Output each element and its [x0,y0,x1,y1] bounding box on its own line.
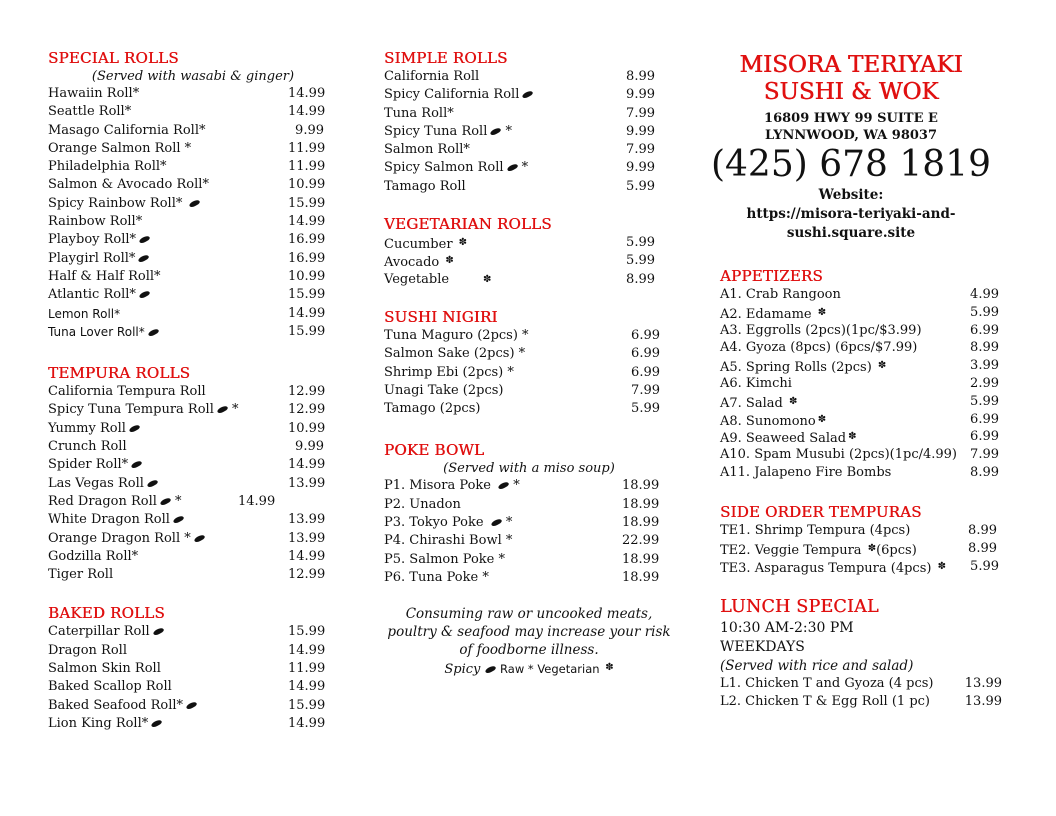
menu-item: A11. Jalapeno Fire Bombs 8.99 [720,464,999,480]
menu-item: Spicy Tuna Tempura Roll * 12.99 [48,402,326,418]
chili-pepper-icon [152,627,164,637]
lunch-special-title: LUNCH SPECIAL [720,596,879,617]
chili-pepper-icon [172,515,184,525]
menu-item: Tiger Roll 12.99 [48,567,326,583]
restaurant-name-line2: SUSHI & WOK [763,79,939,105]
menu-item: Baked Scallop Roll 14.99 [48,679,326,695]
menu-item: Red Dragon Roll * 14.99 [48,493,276,509]
menu-item: Caterpillar Roll 15.99 [48,624,326,640]
menu-item: TE2. Veggie Tempura ✽(6pcs) 8.99 [720,541,997,559]
menu-item: Tuna Lover Roll* 15.99 [48,323,326,339]
menu-item: A6. Kimchi 2.99 [720,375,999,391]
website-url-line1: https://misora-teriyaki-and- [746,206,956,222]
menu-item: Salmon Roll* 7.99 [384,142,655,158]
menu-item: Spicy Rainbow Roll* 15.99 [48,195,326,211]
phone-number: (425) 678 1819 [710,144,992,185]
flower-icon: ✽ [867,543,877,555]
flower-icon: ✽ [848,431,857,443]
tempura-rolls-title: TEMPURA ROLLS [48,364,191,383]
menu-item: Crunch Roll 9.99 [48,439,324,455]
flower-icon: ✽ [877,360,887,372]
menu-item: Dragon Roll 14.99 [48,642,326,658]
menu-item: California Roll 8.99 [384,69,655,84]
menu-item: White Dragon Roll 13.99 [48,512,326,528]
side-order-tempuras-title: SIDE ORDER TEMPURAS [720,502,922,521]
chili-pepper-icon [159,497,171,507]
raw-food-disclaimer: Consuming raw or uncooked meats, poultry & seafood may increase your risk of foodborne illness. Spicy Raw * Vegetarian ✽ [384,605,674,679]
chili-pepper-icon [186,700,198,710]
chili-pepper-icon [193,533,205,543]
middle-column [384,48,674,679]
special-rolls-subtitle: (Served with wasabi & ginger) [91,69,295,84]
flower-icon: ✽ [483,273,492,285]
sushi-nigiri-title: SUSHI NIGIRI [384,307,498,326]
poke-bowl-title: POKE BOWL [384,441,485,460]
menu-item: P5. Salmon Poke * 18.99 [384,551,660,567]
menu-item: P1. Misora Poke * 18.99 [384,478,660,494]
chili-pepper-icon [216,405,228,415]
menu-item: A5. Spring Rolls (2pcs) ✽ 3.99 [720,358,999,376]
lunch-hours: 10:30 AM-2:30 PM [720,619,854,636]
menu-item: A3. Eggrolls (2pcs)(1pc/$3.99) 6.99 [720,322,999,338]
menu-item: Spicy California Roll 9.99 [384,87,655,103]
menu-item: Seattle Roll* 14.99 [48,104,326,120]
menu-item: Salmon Skin Roll 11.99 [48,661,326,677]
address-line2: LYNNWOOD, WA 98037 [764,128,938,143]
menu-item: P6. Tuna Poke * 18.99 [384,569,660,585]
vegetarian-rolls-title: VEGETARIAN ROLLS [384,215,552,234]
menu-item: Avocado ✽ 5.99 [384,253,655,271]
flower-icon: ✽ [445,255,454,267]
flower-icon: ✽ [788,395,798,407]
poke-bowl-subtitle: (Served with a miso soup) [443,461,615,477]
menu-item: P3. Tokyo Poke * 18.99 [384,515,660,531]
menu-item: Baked Seafood Roll* 15.99 [48,697,326,713]
lunch-days: WEEKDAYS [720,638,805,655]
simple-rolls-title: SIMPLE ROLLS [384,49,508,67]
chili-pepper-icon [151,719,163,729]
menu-item: Atlantic Roll* 15.99 [48,287,326,303]
baked-rolls-title: BAKED ROLLS [48,604,165,623]
menu-item: Tamago (2pcs) 5.99 [384,401,660,417]
special-rolls-title: SPECIAL ROLLS [48,49,179,67]
chili-pepper-icon [490,518,502,528]
chili-pepper-icon [128,423,140,433]
menu-item: Spicy Tuna Roll * 9.99 [384,123,655,139]
chili-pepper-icon [506,163,518,173]
menu-item: Godzilla Roll* 14.99 [48,548,326,564]
menu-item: Yummy Roll 10.99 [48,420,326,436]
menu-item: A2. Edamame ✽ 5.99 [720,304,999,322]
menu-item: Cucumber ✽ 5.99 [384,235,655,253]
flower-icon: ✽ [458,237,468,249]
menu-item: California Tempura Roll 12.99 [48,384,326,400]
menu-item: Playboy Roll* 16.99 [48,232,326,248]
menu-item: L2. Chicken T & Egg Roll (1 pc) 13.99 [720,693,1002,709]
lunch-subtitle: (Served with rice and salad) [720,657,914,674]
menu-item: A9. Seaweed Salad ✽ 6.99 [720,429,999,447]
menu-item: A4. Gyoza (8pcs) (6pcs/$7.99) 8.99 [720,340,999,356]
chili-pepper-icon [131,460,143,470]
menu-item: P4. Chirashi Bowl * 22.99 [384,533,660,549]
legend: Spicy Raw * Vegetarian ✽ [384,659,674,679]
menu-item: Orange Salmon Roll * 11.99 [48,140,326,156]
menu-item: Spicy Salmon Roll * 9.99 [384,160,655,176]
chili-pepper-icon [498,481,510,491]
chili-pepper-icon [146,478,158,488]
appetizers-title: APPETIZERS [720,267,823,285]
menu-item: L1. Chicken T and Gyoza (4 pcs) 13.99 [720,675,1002,691]
chili-pepper-icon [522,90,534,100]
menu-item: Rainbow Roll* 14.99 [48,214,326,230]
menu-item: Salmon & Avocado Roll* 10.99 [48,177,326,193]
menu-item: TE1. Shrimp Tempura (4pcs) 8.99 [720,522,997,538]
menu-item: Vegetable ✽ 8.99 [384,271,674,289]
address-line1: 16809 HWY 99 SUITE E [764,111,938,126]
menu-item: Lemon Roll* 14.99 [48,305,326,321]
menu-item: Shrimp Ebi (2pcs) * 6.99 [384,364,660,380]
chili-pepper-icon [139,235,151,245]
chili-pepper-icon [189,198,201,208]
menu-item: A8. Sunomono ✽ 6.99 [720,411,999,429]
chili-pepper-icon [138,290,150,300]
menu-item: A7. Salad ✽ 5.99 [720,393,999,411]
flower-icon: ✽ [817,413,827,425]
menu-item: P2. Unadon 18.99 [384,496,660,512]
restaurant-header [706,52,996,243]
flower-icon: ✽ [605,662,614,674]
left-column [48,48,338,733]
flower-icon: ✽ [817,306,827,318]
menu-item: Philadelphia Roll* 11.99 [48,159,326,175]
menu-item: A10. Spam Musubi (2pcs)(1pc/4.99) 7.99 [720,447,999,463]
flower-icon: ✽ [937,561,946,573]
menu-item: Tamago Roll 5.99 [384,178,655,194]
menu-item: Hawaiin Roll* 14.99 [48,86,326,101]
menu-item: Lion King Roll* 14.99 [48,715,326,731]
menu-item: Las Vegas Roll 13.99 [48,475,326,491]
menu-item: Orange Dragon Roll * 13.99 [48,530,326,546]
menu-item: Unagi Take (2pcs) 7.99 [384,382,660,398]
menu-item: TE3. Asparagus Tempura (4pcs) ✽ 5.99 [720,559,999,577]
website-url-line2: sushi.square.site [786,225,916,241]
menu-item: Masago California Roll* 9.99 [48,122,324,138]
menu-item: Half & Half Roll* 10.99 [48,268,326,284]
right-column [710,52,1010,711]
website-label: Website: [818,187,884,203]
restaurant-name-line1: MISORA TERIYAKI [739,52,963,78]
chili-pepper-icon [147,328,159,338]
menu-item: Tuna Maguro (2pcs) * 6.99 [384,327,660,343]
menu-item: A1. Crab Rangoon 4.99 [720,287,999,302]
menu-item: Tuna Roll* 7.99 [384,105,655,121]
menu-item: Playgirl Roll* 16.99 [48,250,326,266]
menu-item: Salmon Sake (2pcs) * 6.99 [384,346,660,362]
chili-pepper-icon [138,253,150,263]
menu-item: Spider Roll* 14.99 [48,457,326,473]
